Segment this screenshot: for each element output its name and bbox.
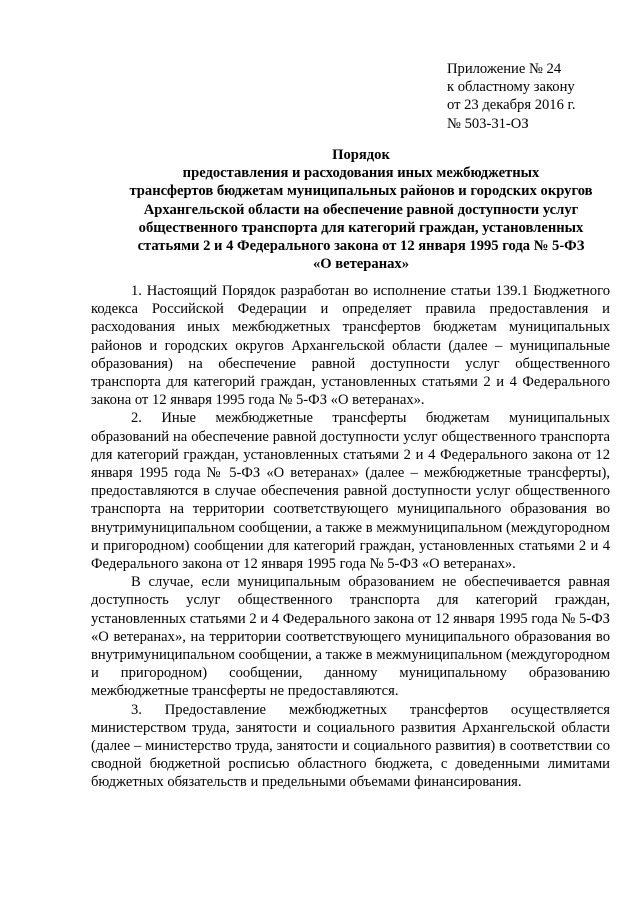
annex-number: Приложение № 24 xyxy=(447,61,562,77)
annex-law-number: № 503-31-ОЗ xyxy=(447,115,529,132)
paragraph-3: 3. Предоставление межбюджетных трансфертов осуществляется министерством труда, занятости и социального развития Архангельской области (далее – министерство труда, занятости и социального развития) в соответствии со сводной бюджетной росписью областного бюджета, с доведенными лимитами бюджетных обязательств и предельными объемами финансирования. xyxy=(91,701,610,791)
document-title xyxy=(96,146,626,273)
title-line-4: Архангельской области на обеспечение равной доступности услуг xyxy=(143,201,579,218)
title-line-3: трансфертов бюджетам муниципальных районов и городских округов xyxy=(129,183,593,200)
title-line-5: общественного транспорта для категорий граждан, установленных xyxy=(138,219,584,236)
paragraph-2-continuation: В случае, если муниципальным образованием не обеспечивается равная доступность услуг общественного транспорта для категорий граждан, установленных статьями 2 и 4 Федерального закона от 12 января 1995 года № 5-ФЗ «О ветеранах», на территории соответствующего муниципального образования во внутримуниципальном сообщении, а также в межмуниципальном (междугородном и пригородном) сообщении, данному муниципальному образованию межбюджетные трансферты не предоставляются. xyxy=(91,574,610,700)
document-body xyxy=(91,282,610,792)
annex-date: от 23 декабря 2016 г. xyxy=(447,97,576,114)
title-line-1: Порядок xyxy=(332,147,390,163)
paragraph-1: 1. Настоящий Порядок разработан во исполнение статьи 139.1 Бюджетного кодекса Российской Федерации и определяет правила предоставления и расходования иных межбюджетных трансфертов бюджетам муниципальных районов и городских округов Архангельской области (далее – муниципальные образования) на обеспечение равной доступности услуг общественного транспорта для категорий граждан, установленных статьями 2 и 4 Федерального закона от 12 января 1995 года № 5-ФЗ «О ветеранах». xyxy=(91,283,610,409)
title-line-2: предоставления и расходования иных межбюджетных xyxy=(182,165,540,182)
paragraph-2: 2. Иные межбюджетные трансферты бюджетам муниципальных образований на обеспечение равной доступности услуг общественного транспорта для категорий граждан, установленных статьями 2 и 4 Федерального закона от 12 января 1995 года № 5-ФЗ «О ветеранах» (далее – межбюджетные трансферты), предоставляются в случае обеспечения равной доступности услуг общественного транспорта на территории соответствующего муниципального образования во внутримуниципальном сообщении, а также в межмуниципальном (междугородном и пригородном) сообщении для категорий граждан, установленных статьями 2 и 4 Федерального закона от 12 января 1995 года № 5-ФЗ «О ветеранах». xyxy=(91,410,610,573)
annex-header xyxy=(447,60,627,133)
title-line-6: статьями 2 и 4 Федерального закона от 12 января 1995 года № 5-ФЗ xyxy=(137,238,585,255)
annex-law-ref: к областному закону xyxy=(447,79,575,96)
title-line-7: «О ветеранах» xyxy=(312,256,409,273)
